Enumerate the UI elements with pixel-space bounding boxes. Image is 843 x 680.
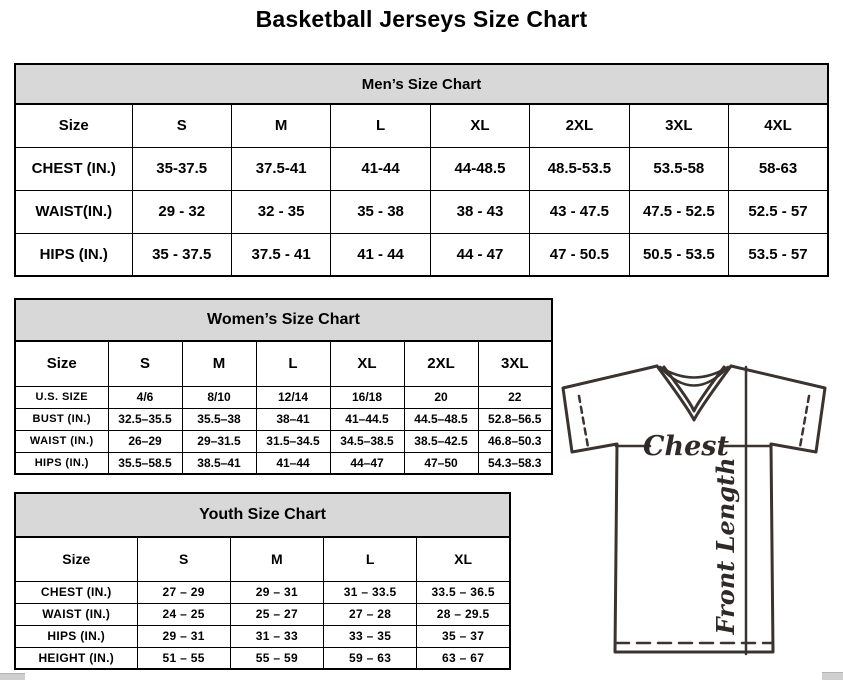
- jersey-measurement-diagram: [558, 356, 843, 676]
- table-cell: 52.8–56.5: [478, 408, 552, 430]
- table-cell: 34.5–38.5: [330, 430, 404, 452]
- youth-size-header-row: [15, 537, 510, 581]
- table-cell: 29 - 32: [132, 190, 231, 233]
- mens-size-header-row: [15, 104, 828, 147]
- column-header: M: [182, 341, 256, 386]
- row-label: BUST (IN.): [15, 408, 108, 430]
- table-cell: 41–44.5: [330, 408, 404, 430]
- table-cell: 31.5–34.5: [256, 430, 330, 452]
- column-header: L: [256, 341, 330, 386]
- column-header: XL: [330, 341, 404, 386]
- table-cell: 22: [478, 386, 552, 408]
- row-label: CHEST (IN.): [15, 147, 132, 190]
- table-cell: 25 – 27: [230, 603, 323, 625]
- row-label: CHEST (IN.): [15, 581, 137, 603]
- table-cell: 38–41: [256, 408, 330, 430]
- table-cell: 35 - 38: [331, 190, 430, 233]
- table-cell: 16/18: [330, 386, 404, 408]
- table-cell: 37.5 - 41: [231, 233, 330, 276]
- table-cell: 29 – 31: [137, 625, 230, 647]
- table-row: [15, 233, 828, 276]
- row-label: HEIGHT (IN.): [15, 647, 137, 669]
- column-header: Size: [15, 341, 108, 386]
- table-row: [15, 147, 828, 190]
- table-cell: 27 – 29: [137, 581, 230, 603]
- table-cell: 12/14: [256, 386, 330, 408]
- row-label: HIPS (IN.): [15, 625, 137, 647]
- row-label: U.S. SIZE: [15, 386, 108, 408]
- table-cell: 35-37.5: [132, 147, 231, 190]
- womens-size-header-row: [15, 341, 552, 386]
- front-length-label: Front Length: [711, 457, 740, 635]
- sleeve-stitch-dashed-line: [800, 396, 809, 447]
- table-cell: 44 - 47: [430, 233, 529, 276]
- table-cell: 31 – 33: [230, 625, 323, 647]
- table-cell: 41 - 44: [331, 233, 430, 276]
- jersey-outline-drawing: [558, 356, 843, 676]
- page-title: Basketball Jerseys Size Chart: [255, 6, 588, 32]
- column-header: S: [108, 341, 182, 386]
- column-header: S: [137, 537, 230, 581]
- column-header: XL: [417, 537, 510, 581]
- table-cell: 38.5–41: [182, 452, 256, 474]
- table-cell: 58-63: [729, 147, 828, 190]
- row-label: HIPS (IN.): [15, 233, 132, 276]
- column-header: 4XL: [729, 104, 828, 147]
- column-header: Size: [15, 537, 137, 581]
- chest-label: Chest: [643, 431, 729, 462]
- table-cell: 8/10: [182, 386, 256, 408]
- womens-size-chart-table: [14, 298, 553, 475]
- womens-table-header: Women’s Size Chart: [15, 299, 552, 341]
- column-header: L: [331, 104, 430, 147]
- youth-size-chart-table: [14, 492, 511, 670]
- table-row: [15, 625, 510, 647]
- mens-table-header: Men’s Size Chart: [15, 64, 828, 104]
- sleeve-stitch-dashed-line: [579, 396, 588, 447]
- row-label: WAIST (IN.): [15, 603, 137, 625]
- column-header: M: [231, 104, 330, 147]
- column-header: 2XL: [530, 104, 629, 147]
- table-cell: 43 - 47.5: [530, 190, 629, 233]
- table-cell: 53.5-58: [629, 147, 728, 190]
- table-row: [15, 581, 510, 603]
- table-cell: 54.3–58.3: [478, 452, 552, 474]
- table-row: [15, 430, 552, 452]
- table-cell: 44-48.5: [430, 147, 529, 190]
- table-row: [15, 408, 552, 430]
- column-header: M: [230, 537, 323, 581]
- table-cell: 4/6: [108, 386, 182, 408]
- table-cell: 27 – 28: [324, 603, 417, 625]
- row-label: WAIST(IN.): [15, 190, 132, 233]
- table-cell: 47 - 50.5: [530, 233, 629, 276]
- table-cell: 31 – 33.5: [324, 581, 417, 603]
- table-cell: 35.5–58.5: [108, 452, 182, 474]
- table-row: [15, 647, 510, 669]
- table-cell: 41-44: [331, 147, 430, 190]
- table-cell: 46.8–50.3: [478, 430, 552, 452]
- column-header: 3XL: [629, 104, 728, 147]
- table-cell: 35 - 37.5: [132, 233, 231, 276]
- table-cell: 29–31.5: [182, 430, 256, 452]
- column-header: S: [132, 104, 231, 147]
- table-cell: 44.5–48.5: [404, 408, 478, 430]
- table-cell: 29 – 31: [230, 581, 323, 603]
- mens-size-chart-table: [14, 63, 829, 277]
- table-cell: 47.5 - 52.5: [629, 190, 728, 233]
- table-cell: 24 – 25: [137, 603, 230, 625]
- table-row: [15, 190, 828, 233]
- table-cell: 32 - 35: [231, 190, 330, 233]
- column-header: L: [324, 537, 417, 581]
- row-label: WAIST (IN.): [15, 430, 108, 452]
- row-label: HIPS (IN.): [15, 452, 108, 474]
- column-header: 3XL: [478, 341, 552, 386]
- table-cell: 48.5-53.5: [530, 147, 629, 190]
- table-cell: 44–47: [330, 452, 404, 474]
- table-cell: 28 – 29.5: [417, 603, 510, 625]
- table-cell: 26–29: [108, 430, 182, 452]
- table-cell: 37.5-41: [231, 147, 330, 190]
- table-cell: 35.5–38: [182, 408, 256, 430]
- table-cell: 47–50: [404, 452, 478, 474]
- table-cell: 20: [404, 386, 478, 408]
- table-cell: 53.5 - 57: [729, 233, 828, 276]
- table-cell: 51 – 55: [137, 647, 230, 669]
- table-cell: 38.5–42.5: [404, 430, 478, 452]
- table-cell: 59 – 63: [324, 647, 417, 669]
- table-row: [15, 603, 510, 625]
- table-cell: 35 – 37: [417, 625, 510, 647]
- table-cell: 52.5 - 57: [729, 190, 828, 233]
- table-cell: 41–44: [256, 452, 330, 474]
- table-cell: 55 – 59: [230, 647, 323, 669]
- column-header: Size: [15, 104, 132, 147]
- youth-table-header: Youth Size Chart: [15, 493, 510, 537]
- table-cell: 63 – 67: [417, 647, 510, 669]
- table-row: [15, 452, 552, 474]
- table-cell: 50.5 - 53.5: [629, 233, 728, 276]
- column-header: 2XL: [404, 341, 478, 386]
- column-header: XL: [430, 104, 529, 147]
- table-cell: 38 - 43: [430, 190, 529, 233]
- table-row: [15, 386, 552, 408]
- table-cell: 33.5 – 36.5: [417, 581, 510, 603]
- table-cell: 33 – 35: [324, 625, 417, 647]
- table-cell: 32.5–35.5: [108, 408, 182, 430]
